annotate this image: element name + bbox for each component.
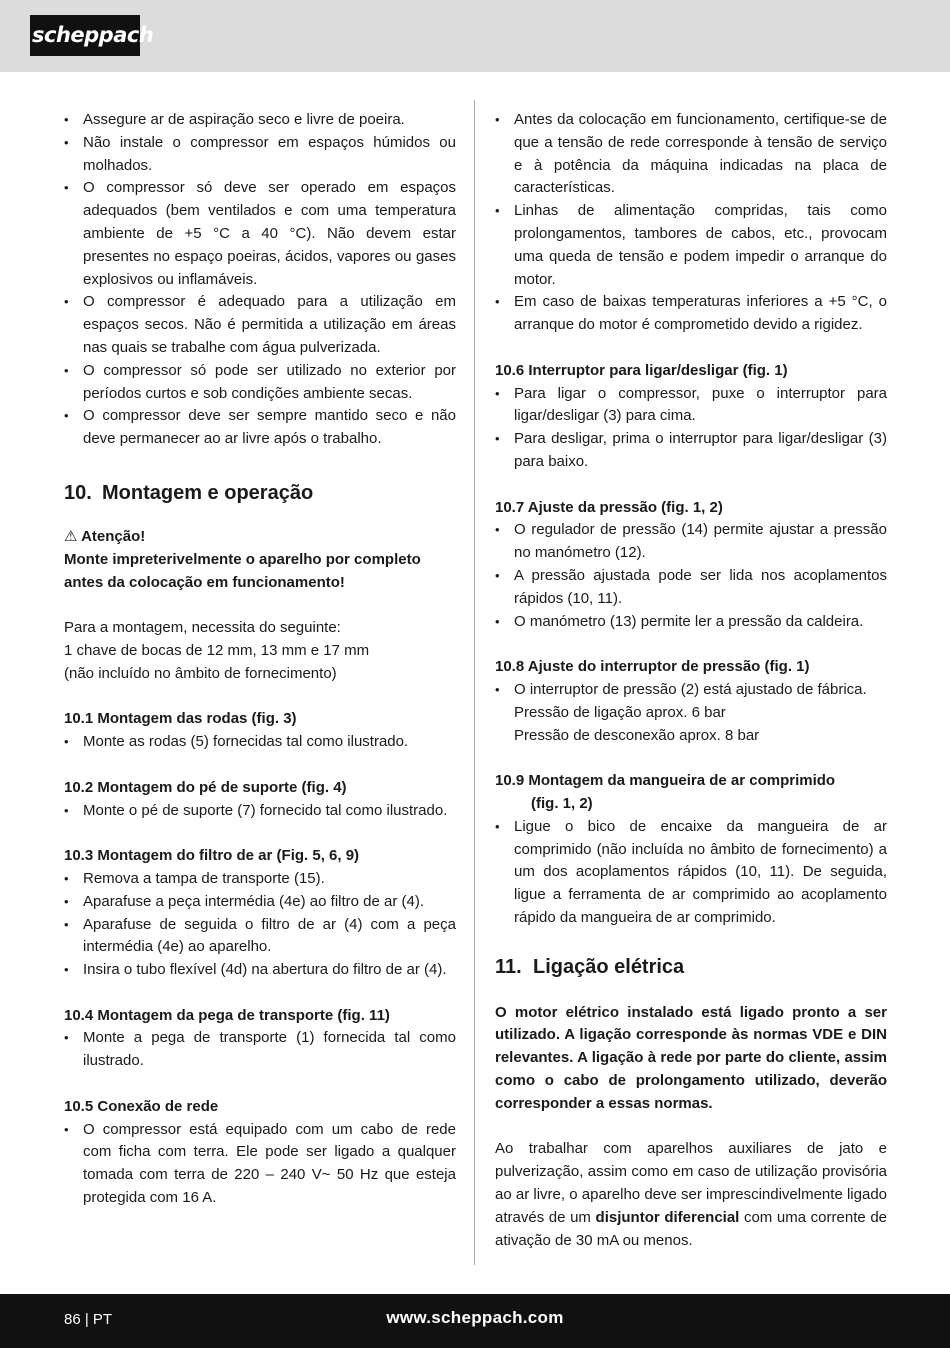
list-item: • Ligue o bico de encaixe da mangueira de ar comprimido (não incluída no âmbito de fornecimento) a um dos acoplamentos rápidos (10, 11). De seguida, ligue a ferramenta de ar comprimido ao acoplamento rápido da mangueira de ar comprimido. [495, 816, 887, 930]
list-item: • O regulador de pressão (14) permite ajustar a pressão no manómetro (12). [495, 519, 887, 565]
column-divider [474, 100, 475, 1265]
paragraph-bold-text: disjuntor diferencial [595, 1208, 740, 1226]
pressure-on-line: Pressão de ligação aprox. 6 bar [514, 703, 726, 721]
section-10-heading [64, 480, 456, 506]
subsection-10-5-heading: 10.5 Conexão de rede [64, 1097, 219, 1115]
intro-line: Para a montagem, necessita do seguinte: [64, 619, 341, 637]
left-column [64, 109, 456, 1210]
paragraph-text: com uma corrente de ativação de 30 mA ou menos. [495, 1208, 887, 1249]
electrical-notice: O motor elétrico instalado está ligado pronto a ser utilizado. A ligação corresponde às normas VDE e DIN relevantes. A ligação à rede por parte do cliente, assim como o cabo de prolongamento utilizado, deverão corresponder a essas normas. [495, 1003, 887, 1112]
footer-url: www.scheppach.com [386, 1308, 564, 1327]
list-item: • Remova a tampa de transporte (15). [64, 868, 456, 891]
list-item: • Aparafuse de seguida o filtro de ar (4) com a peça intermédia (4e) ao aparelho. [64, 914, 456, 960]
warning-icon: ⚠ [64, 527, 78, 545]
section-title: Ligação elétrica [533, 955, 685, 978]
subsection-10-3-heading: 10.3 Montagem do filtro de ar (Fig. 5, 6, 9) [64, 847, 360, 865]
electrical-paragraph [495, 1138, 887, 1252]
subsection-10-9-heading: 10.9 Montagem da mangueira de ar comprimido [495, 772, 836, 790]
scheppach-logo: scheppach [30, 15, 140, 56]
subsection-10-6-heading: 10.6 Interruptor para ligar/desligar (fig. 1) [495, 361, 788, 379]
warning-heading [64, 526, 456, 549]
warning-title: Atenção! [81, 527, 146, 545]
list-item: • Para ligar o compressor, puxe o interruptor para ligar/desligar (3) para cima. [495, 383, 887, 429]
section-number: 10. [64, 481, 92, 504]
subsection-10-9-heading-cont: (fig. 1, 2) [531, 794, 593, 812]
list-item: • Em caso de baixas temperaturas inferiores a +5 °C, o arranque do motor é comprometido devido a rigidez. [495, 291, 887, 337]
subsection-10-8-heading: 10.8 Ajuste do interruptor de pressão (fig. 1) [495, 658, 810, 676]
list-item: • O compressor deve ser sempre mantido seco e não deve permanecer ao ar livre após o trabalho. [64, 405, 456, 451]
list-item: • Monte as rodas (5) fornecidas tal como ilustrado. [64, 731, 456, 754]
section-title: Montagem e operação [102, 481, 314, 504]
pressure-off-line: Pressão de desconexão aprox. 8 bar [514, 726, 760, 744]
list-item: • O manómetro (13) permite ler a pressão da caldeira. [495, 611, 887, 634]
location-bullet-list [64, 109, 456, 451]
list-item: • Aparafuse a peça intermédia (4e) ao filtro de ar (4). [64, 891, 456, 914]
subsection-10-4-heading: 10.4 Montagem da pega de transporte (fig. 11) [64, 1006, 390, 1024]
section-11-heading [495, 954, 887, 980]
subsection-10-7-heading: 10.7 Ajuste da pressão (fig. 1, 2) [495, 498, 723, 516]
right-column [495, 109, 887, 1252]
list-item: • O compressor só pode ser utilizado no exterior por períodos curtos e sob condições ambiente secas. [64, 360, 456, 406]
page-header [0, 0, 950, 72]
list-item: • O interruptor de pressão (2) está ajustado de fábrica. [495, 679, 887, 702]
list-item: • Monte a pega de transporte (1) fornecida tal como ilustrado. [64, 1027, 456, 1073]
list-item: • Não instale o compressor em espaços húmidos ou molhados. [64, 132, 456, 178]
subsection-10-2-heading: 10.2 Montagem do pé de suporte (fig. 4) [64, 778, 347, 796]
list-item: • O compressor é adequado para a utilização em espaços secos. Não é permitida a utilização em áreas nas quais se trabalhe com água pulverizada. [64, 291, 456, 359]
intro-line: (não incluído no âmbito de fornecimento) [64, 664, 337, 682]
paragraph-text: Ao trabalhar com aparelhos auxiliares de jato e pulverização, assim como em caso de utilização provisória ao ar livre, o aparelho deve ser imprescindivelmente ligado através de um [495, 1140, 887, 1226]
page-number: 86 | PT [64, 1311, 113, 1328]
list-item: • O compressor está equipado com um cabo de rede com ficha com terra. Ele pode ser ligado a qualquer tomada com terra de 220 – 240 V~ 50 Hz que esteja protegida com 16 A. [64, 1119, 456, 1210]
list-item: • Assegure ar de aspiração seco e livre de poeira. [64, 109, 456, 132]
list-item: • Monte o pé de suporte (7) fornecido tal como ilustrado. [64, 800, 456, 823]
list-item: • Para desligar, prima o interruptor para ligar/desligar (3) para baixo. [495, 428, 887, 474]
subsection-10-1-heading: 10.1 Montagem das rodas (fig. 3) [64, 710, 297, 728]
page-footer [0, 1294, 950, 1348]
list-item: • O compressor só deve ser operado em espaços adequados (bem ventilados e com uma temperatura ambiente de +5 °C a 40 °C). Não devem estar presentes no espaço poeiras, ácidos, vapores ou gases explosivos ou inflamáveis. [64, 177, 456, 291]
list-item: • Antes da colocação em funcionamento, certifique-se de que a tensão de rede corresponde à tensão de serviço e à potência da máquina indicadas na placa de características. [495, 109, 887, 200]
list-item: • Linhas de alimentação compridas, tais como prolongamentos, tambores de cabos, etc., provocam uma queda de tensão e podem impedir o arranque do motor. [495, 200, 887, 291]
list-item: • Insira o tubo flexível (4d) na abertura do filtro de ar (4). [64, 959, 456, 982]
section-number: 11. [495, 955, 522, 978]
intro-line: 1 chave de bocas de 12 mm, 13 mm e 17 mm [64, 641, 370, 659]
list-item: • A pressão ajustada pode ser lida nos acoplamentos rápidos (10, 11). [495, 565, 887, 611]
warning-text: Monte impreterivelmente o aparelho por completo antes da colocação em funcionamento! [64, 550, 421, 591]
